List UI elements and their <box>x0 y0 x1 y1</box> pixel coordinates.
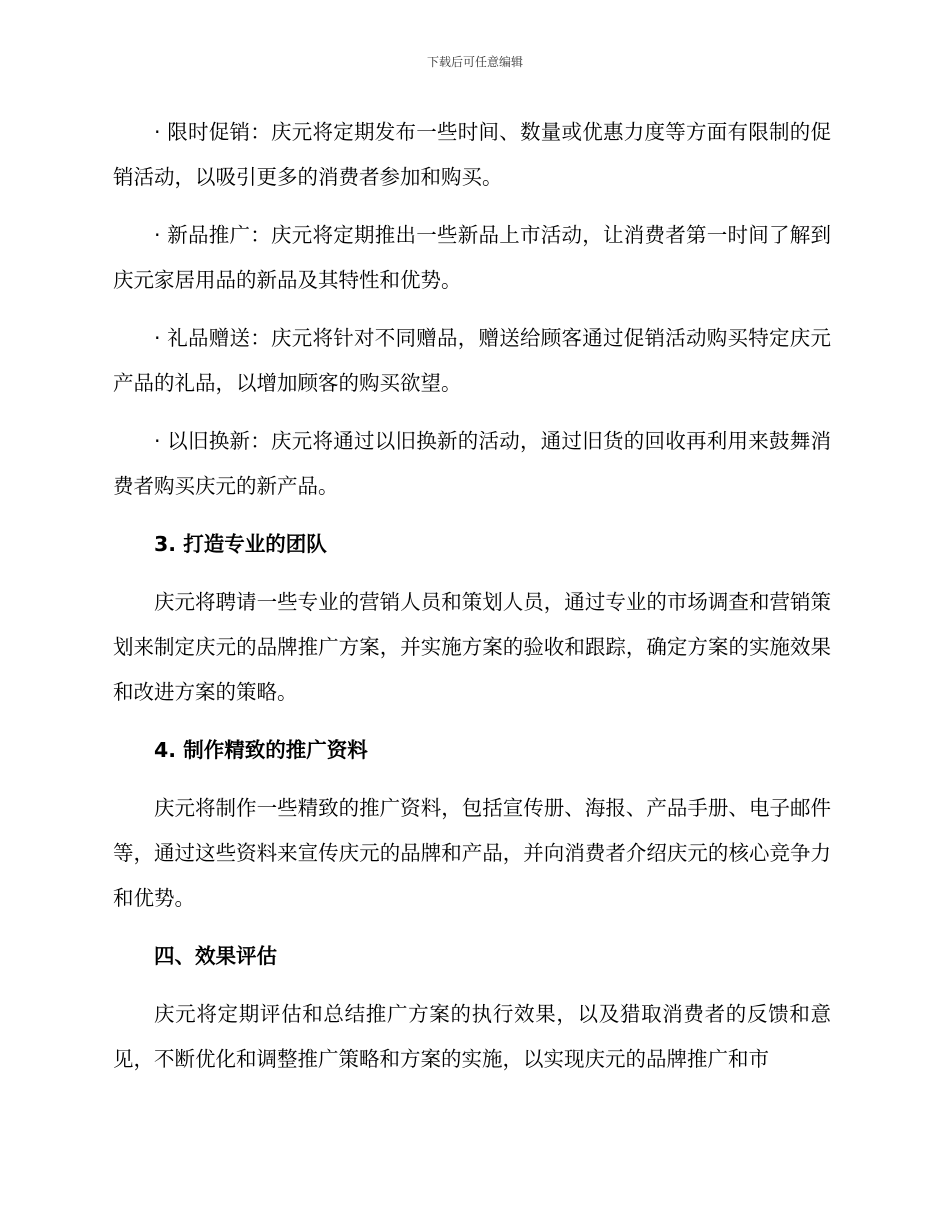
paragraph-materials: 庆元将制作一些精致的推广资料，包括宣传册、海报、产品手册、电子邮件等，通过这些资料来宣传庆元的品牌和产品，并向消费者介绍庆元的核心竞争力和优势。 <box>113 796 831 910</box>
bullet-paragraph-new-product: · 新品推广：庆元将定期推出一些新品上市活动，让消费者第一时间了解到庆元家居用品的新品及其特性和优势。 <box>113 223 831 292</box>
section-heading-evaluation: 四、效果评估 <box>154 944 277 968</box>
bullet-paragraph-limited-promotion: · 限时促销：庆元将定期发布一些时间、数量或优惠力度等方面有限制的促销活动，以吸引更多的消费者参加和购买。 <box>113 120 831 189</box>
bullet-paragraph-trade-in: · 以旧换新：庆元将通过以旧换新的活动，通过旧货的回收再利用来鼓舞消费者购买庆元的新产品。 <box>113 429 831 498</box>
bullet-paragraph-gift: · 礼品赠送：庆元将针对不同赠品，赠送给顾客通过促销活动购买特定庆元产品的礼品，以增加顾客的购买欲望。 <box>113 326 831 395</box>
document-body <box>113 110 831 1095</box>
page-header: 下载后可任意编辑 <box>426 55 523 69</box>
section-heading-team: 3. 打造专业的团队 <box>154 532 327 556</box>
paragraph-evaluation: 庆元将定期评估和总结推广方案的执行效果，以及猎取消费者的反馈和意见，不断优化和调整推广策略和方案的实施，以实现庆元的品牌推广和市 <box>113 1002 831 1071</box>
paragraph-team: 庆元将聘请一些专业的营销人员和策划人员，通过专业的市场调查和营销策划来制定庆元的品牌推广方案，并实施方案的验收和跟踪，确定方案的实施效果和改进方案的策略。 <box>113 590 831 704</box>
section-heading-materials: 4. 制作精致的推广资料 <box>154 738 368 762</box>
